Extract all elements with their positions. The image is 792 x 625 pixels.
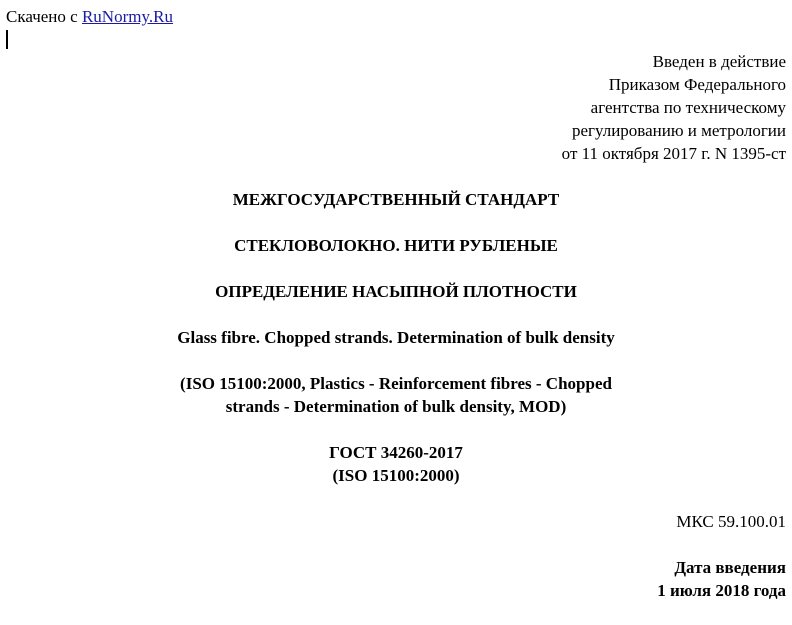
enactment-line: Введен в действие bbox=[652, 52, 786, 71]
mks-code: МКС 59.100.01 bbox=[676, 512, 786, 531]
enactment-line: агентства по техническому bbox=[590, 98, 786, 117]
english-title: Glass fibre. Chopped strands. Determination of bulk density bbox=[177, 328, 615, 347]
iso-reference-line: strands - Determination of bulk density, MOD) bbox=[225, 397, 567, 416]
standard-type-heading: МЕЖГОСУДАРСТВЕННЫЙ СТАНДАРТ bbox=[232, 190, 560, 209]
iso-number: (ISO 15100:2000) bbox=[332, 466, 460, 485]
introduction-date-block bbox=[657, 556, 786, 602]
introduction-date-label: Дата введения bbox=[674, 558, 786, 577]
enactment-line: регулированию и метрологии bbox=[571, 121, 786, 140]
iso-reference-line: (ISO 15100:2000, Plastics - Reinforcement fibres - Chopped bbox=[180, 374, 612, 393]
iso-reference bbox=[0, 372, 792, 418]
gost-number: ГОСТ 34260-2017 bbox=[329, 443, 463, 462]
source-line bbox=[6, 5, 173, 28]
standard-designation bbox=[0, 441, 792, 487]
enactment-line: от 11 октября 2017 г. N 1395-ст bbox=[561, 144, 786, 163]
title-line-1: СТЕКЛОВОЛОКНО. НИТИ РУБЛЕНЫЕ bbox=[234, 236, 558, 255]
source-prefix: Скачено с bbox=[6, 7, 82, 26]
enactment-block bbox=[386, 50, 786, 165]
enactment-line: Приказом Федерального bbox=[608, 75, 786, 94]
introduction-date-value: 1 июля 2018 года bbox=[657, 581, 786, 600]
runormy-link[interactable]: RuNormy.Ru bbox=[81, 7, 173, 26]
text-cursor bbox=[6, 30, 8, 49]
title-line-2: ОПРЕДЕЛЕНИЕ НАСЫПНОЙ ПЛОТНОСТИ bbox=[215, 282, 577, 301]
